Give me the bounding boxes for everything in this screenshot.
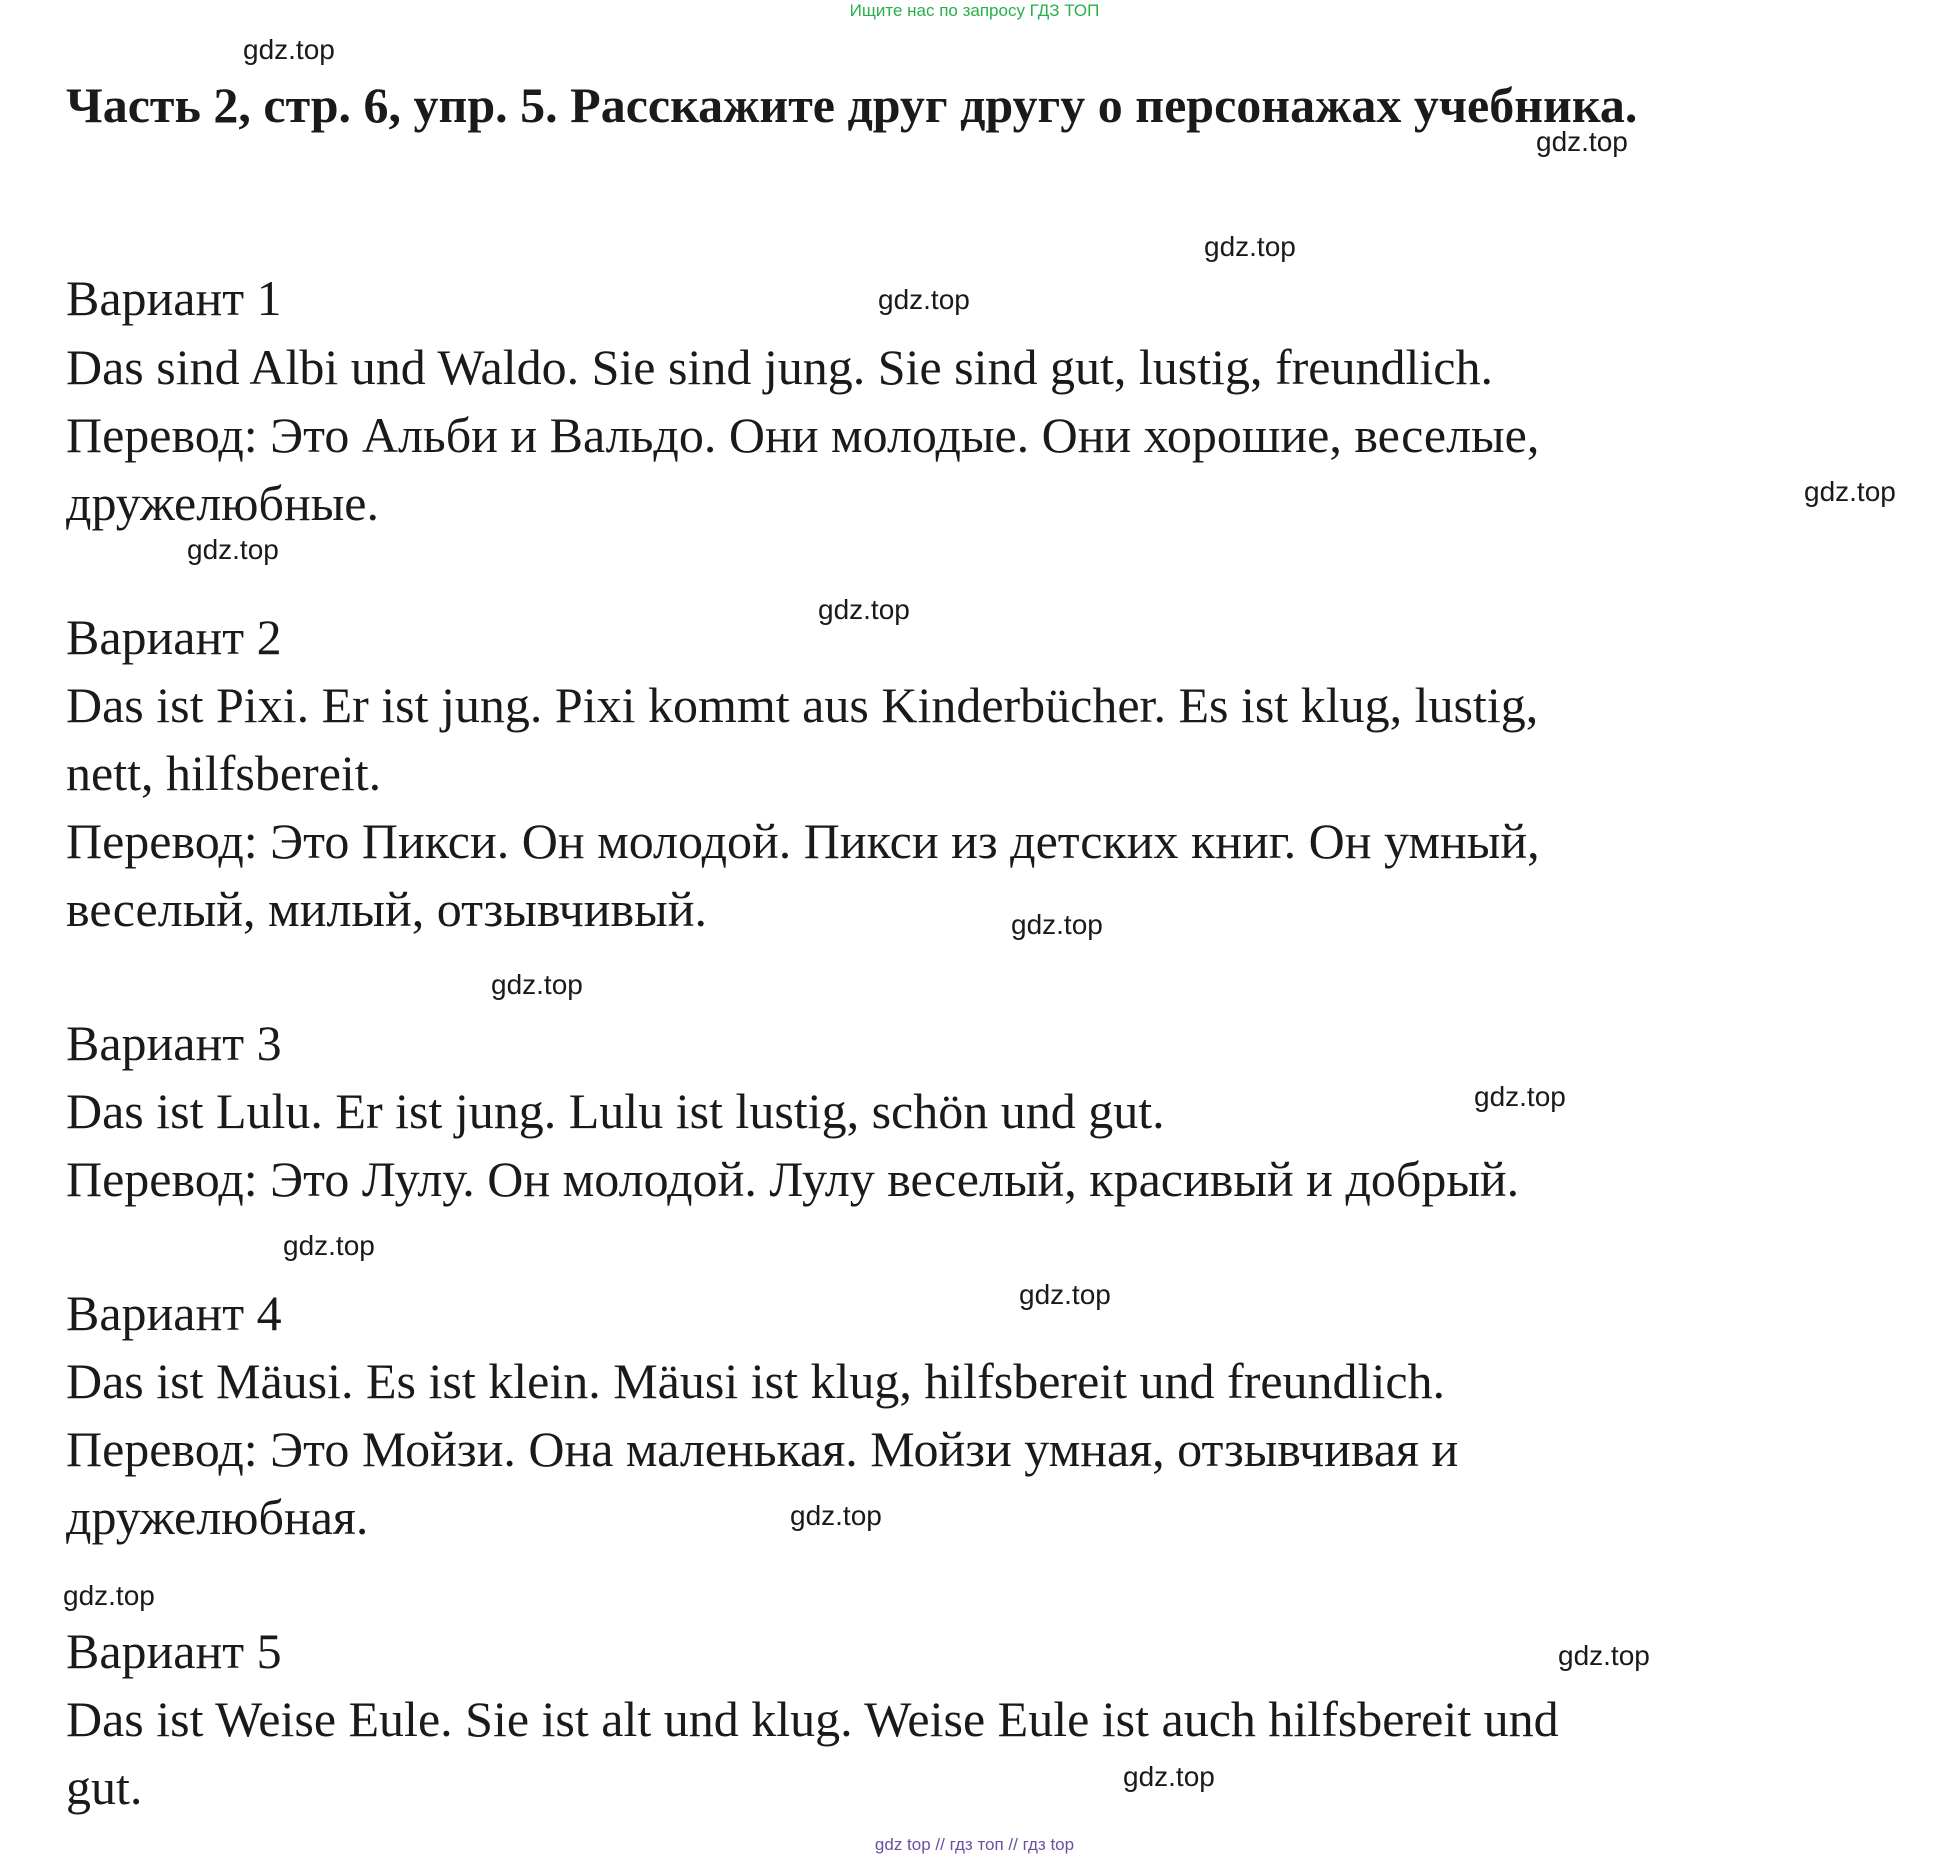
text-line: Das sind Albi und Waldo. Sie sind jung. Sie sind gut, lustig, freundlich. <box>66 339 1493 395</box>
watermark: gdz.top <box>878 284 970 315</box>
text-line: Перевод: Это Мойзи. Она маленькая. Мойзи умная, отзывчивая и <box>66 1421 1459 1477</box>
watermark: gdz.top <box>1558 1640 1650 1671</box>
text-line: Перевод: Это Пикси. Он молодой. Пикси из детских книг. Он умный, <box>66 813 1540 869</box>
watermark: gdz.top <box>1804 476 1896 507</box>
watermark: gdz.top <box>243 34 335 65</box>
footer: gdz top // гдз топ // гдз top <box>874 1835 1075 1854</box>
watermark: gdz.top <box>63 1580 155 1611</box>
text-line: дружелюбная. <box>66 1489 369 1545</box>
watermark: gdz.top <box>1123 1761 1215 1792</box>
watermark: gdz.top <box>1011 909 1103 940</box>
variant-heading: Вариант 3 <box>66 1015 282 1071</box>
text-line: nett, hilfsbereit. <box>66 745 382 801</box>
watermark: gdz.top <box>1536 126 1628 157</box>
watermark: gdz.top <box>283 1230 375 1261</box>
text-line: Das ist Lulu. Er ist jung. Lulu ist lustig, schön und gut. <box>66 1083 1165 1139</box>
watermark: gdz.top <box>1204 231 1296 262</box>
variant-heading: Вариант 2 <box>66 609 282 665</box>
text-line: веселый, милый, отзывчивый. <box>66 881 707 937</box>
watermark: gdz.top <box>790 1500 882 1531</box>
top-banner: Ищите нас по запросу ГДЗ ТОП <box>849 1 1100 20</box>
watermark: gdz.top <box>818 594 910 625</box>
variant-heading: Вариант 4 <box>66 1285 282 1341</box>
text-line: gut. <box>66 1759 143 1815</box>
variant-heading: Вариант 5 <box>66 1623 282 1679</box>
text-line: Das ist Weise Eule. Sie ist alt und klug. Weise Eule ist auch hilfsbereit und <box>66 1691 1559 1747</box>
watermark: gdz.top <box>187 534 279 565</box>
watermark: gdz.top <box>1019 1279 1111 1310</box>
text-line: Das ist Mäusi. Es ist klein. Mäusi ist klug, hilfsbereit und freundlich. <box>66 1353 1446 1409</box>
variant-heading: Вариант 1 <box>66 270 282 326</box>
text-line: Перевод: Это Лулу. Он молодой. Лулу веселый, красивый и добрый. <box>66 1151 1520 1207</box>
text-line: Перевод: Это Альби и Вальдо. Они молодые. Они хорошие, веселые, <box>66 407 1540 463</box>
page-title: Часть 2, стр. 6, упр. 5. Расскажите друг другу о персонажах учебника. <box>66 77 1638 133</box>
text-line: Das ist Pixi. Er ist jung. Pixi kommt aus Kinderbücher. Es ist klug, lustig, <box>66 677 1539 733</box>
text-line: дружелюбные. <box>66 475 379 531</box>
watermark: gdz.top <box>491 969 583 1000</box>
watermark: gdz.top <box>1474 1081 1566 1112</box>
